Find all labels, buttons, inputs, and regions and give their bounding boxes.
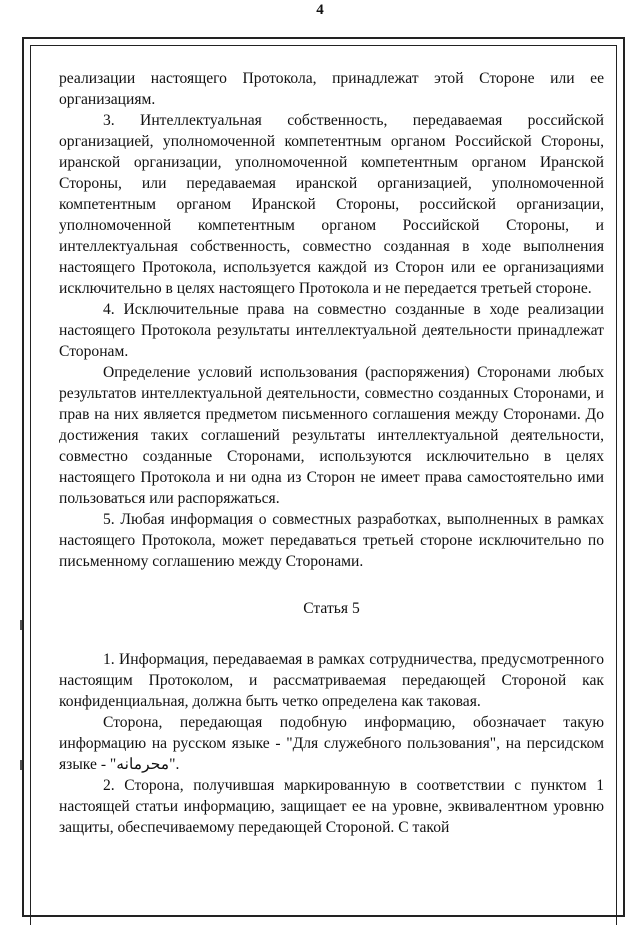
paragraph-continuation: реализации настоящего Протокола, принадлежат этой Стороне или ее организациям. bbox=[59, 70, 604, 108]
scan-mark bbox=[20, 620, 22, 630]
paragraph-marking: Сторона, передающая подобную информацию, обозначает такую информацию на русском языке - "Для служебного пользования", на персидском языке - "محرمانه". bbox=[59, 714, 604, 773]
paragraph-clause-3: 3. Интеллектуальная собственность, передаваемая российской организацией, уполномоченной компетентным органом Российской Стороны, иранской организации, уполномоченной компетентным органом Иранской Стороны, или передаваемая иранской организацией, уполномоченной компетентным органом Иранской Стороны, российской организации, уполномоченной компетентным органом Российской Стороны, и интеллектуальная собственность, совместно созданная в ходе выполнения настоящего Протокола, используется каждой из Сторон или ее организациями исключительно в целях настоящего Протокола и не передается третьей стороне. bbox=[59, 112, 604, 297]
paragraph-article5-clause-2: 2. Сторона, получившая маркированную в соответствии с пунктом 1 настоящей статьи информацию, защищает ее на уровне, эквивалентном уровню защиты, обеспечиваемому передающей Стороной. С такой bbox=[59, 777, 604, 836]
article-heading: Статья 5 bbox=[303, 600, 360, 617]
paragraph-clause-4: 4. Исключительные права на совместно созданные в ходе реализации настоящего Протокола результаты интеллектуальной деятельности принадлежат Сторонам. bbox=[59, 301, 604, 360]
paragraph-article5-clause-1: 1. Информация, передаваемая в рамках сотрудничества, предусмотренного настоящим Протоколом, и рассматриваемая передающей Стороной как конфиденциальная, должна быть четко определена как таковая. bbox=[59, 651, 604, 710]
paragraph-clause-5: 5. Любая информация о совместных разработках, выполненных в рамках настоящего Протокола, может передаваться третьей стороне исключительно по письменному соглашению между Сторонами. bbox=[59, 511, 604, 570]
page-number: 4 bbox=[316, 2, 324, 18]
scan-mark bbox=[20, 760, 22, 770]
document-body bbox=[59, 68, 604, 838]
paragraph-usage-terms: Определение условий использования (распоряжения) Сторонами любых результатов интеллектуальной деятельности, совместно созданных Сторонами, и прав на них является предметом письменного соглашения между Сторонами. До достижения таких соглашений результаты интеллектуальной деятельности, совместно созданные Сторонами, используются исключительно в целях настоящего Протокола и ни одна из Сторон не имеет права самостоятельно ими пользоваться или распоряжаться. bbox=[59, 364, 604, 507]
